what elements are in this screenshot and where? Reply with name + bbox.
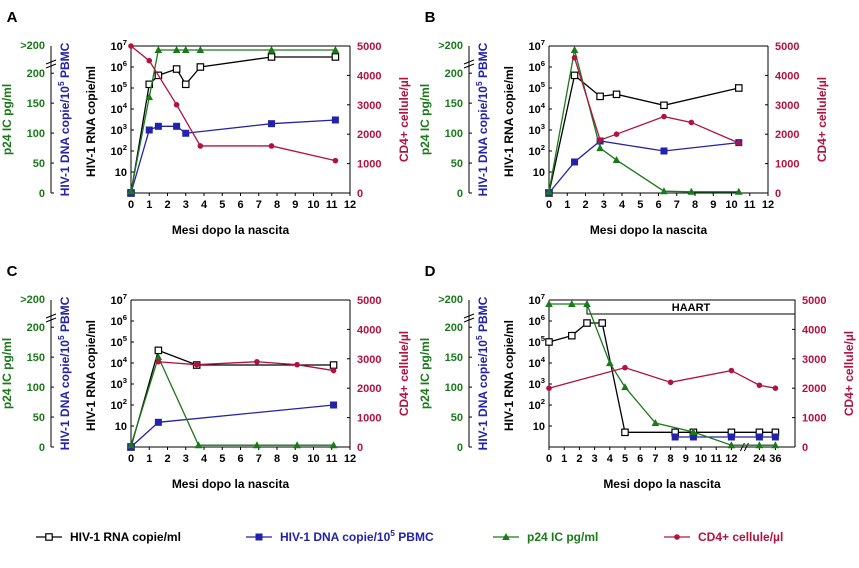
data-point-dna bbox=[155, 123, 161, 129]
data-point-dna bbox=[183, 130, 189, 136]
series-line-dna bbox=[131, 120, 335, 193]
legend-marker-rna bbox=[46, 534, 52, 540]
p24-tick-label: >200 bbox=[438, 294, 463, 306]
x-tick-label: 5 bbox=[637, 199, 644, 211]
p24-tick-label: 0 bbox=[38, 442, 45, 454]
x-tick-label: 11 bbox=[325, 453, 338, 465]
p24-tick-label: 200 bbox=[26, 322, 45, 335]
series-cd4 bbox=[572, 55, 742, 146]
legend bbox=[36, 528, 783, 544]
p24-tick-label: 200 bbox=[444, 68, 463, 81]
rna-tick-label: $10^6$ bbox=[528, 313, 545, 328]
legend-marker-cd4 bbox=[674, 534, 680, 540]
cd4-tick-label: 4000 bbox=[802, 324, 827, 337]
series-p24 bbox=[545, 46, 742, 195]
cd4-tick-label: 0 bbox=[357, 442, 364, 454]
x-axis-label: Mesi dopo la nascita bbox=[589, 223, 708, 237]
legend-label-cd4: CD4+ cellule/µl bbox=[698, 530, 784, 544]
rna-tick-label: $10^4$ bbox=[110, 355, 127, 370]
data-point-cd4 bbox=[546, 385, 552, 391]
data-point-cd4 bbox=[146, 58, 152, 64]
series-line-p24 bbox=[131, 50, 335, 191]
p24-tick-label: 150 bbox=[26, 352, 45, 365]
data-point-cd4 bbox=[572, 55, 578, 61]
legend-marker-dna bbox=[256, 534, 262, 540]
cd4-tick-label: 5000 bbox=[357, 41, 382, 53]
series-p24 bbox=[127, 353, 337, 448]
data-point-cd4 bbox=[254, 359, 260, 365]
x-tick-label: 2 bbox=[164, 453, 171, 465]
x-tick-label: 6 bbox=[237, 453, 244, 465]
p24-axis-title: p24 IC pg/ml bbox=[418, 83, 432, 156]
data-point-p24 bbox=[596, 144, 604, 151]
x-tick-label: 7 bbox=[255, 453, 262, 465]
x-tick-label: 2 bbox=[576, 453, 583, 465]
cd4-tick-label: 3000 bbox=[357, 353, 382, 366]
p24-tick-label: 200 bbox=[444, 322, 463, 335]
data-point-rna bbox=[584, 320, 590, 326]
panel-a bbox=[0, 9, 411, 237]
dna-axis-title: HIV-1 DNA copie/$10^5$ PBMC bbox=[56, 42, 72, 197]
series-line-p24 bbox=[549, 50, 739, 192]
data-point-cd4 bbox=[174, 102, 180, 108]
x-tick-label: 4 bbox=[200, 199, 208, 211]
series-cd4 bbox=[156, 359, 337, 373]
x-tick-label: 12 bbox=[725, 453, 738, 465]
rna-tick-label: $10^3$ bbox=[528, 376, 545, 391]
dna-axis-title: HIV-1 DNA copie/$10^5$ PBMC bbox=[56, 296, 72, 451]
rna-tick-label: $10^2$ bbox=[528, 397, 545, 412]
x-tick-label: 6 bbox=[237, 199, 244, 211]
cd4-tick-label: 5000 bbox=[357, 295, 382, 307]
rna-axis-title: HIV-1 RNA copie/ml bbox=[84, 66, 98, 177]
series-line-cd4 bbox=[158, 362, 333, 371]
data-point-cd4 bbox=[597, 137, 603, 143]
data-point-cd4 bbox=[668, 380, 674, 386]
series-dna bbox=[128, 117, 338, 196]
cd4-tick-label: 2000 bbox=[802, 383, 827, 396]
data-point-cd4 bbox=[622, 365, 628, 371]
rna-tick-label: $10^7$ bbox=[528, 38, 545, 53]
cd4-tick-label: 1000 bbox=[775, 158, 800, 171]
x-tick-label: 0 bbox=[127, 453, 135, 465]
dna-axis-title: HIV-1 DNA copie/$10^5$ PBMC bbox=[474, 296, 490, 451]
data-point-p24 bbox=[621, 383, 629, 390]
data-point-rna bbox=[546, 339, 552, 345]
data-point-cd4 bbox=[294, 362, 300, 368]
data-point-cd4 bbox=[194, 362, 200, 368]
rna-tick-label: $10^3$ bbox=[110, 122, 127, 137]
data-point-rna bbox=[613, 91, 619, 97]
data-point-rna bbox=[597, 93, 603, 99]
x-tick-label: 10 bbox=[307, 453, 320, 465]
data-point-rna bbox=[197, 64, 203, 70]
x-tick-label: 11 bbox=[743, 199, 756, 211]
dna-axis-title: HIV-1 DNA copie/$10^5$ PBMC bbox=[474, 42, 490, 197]
cd4-tick-label: 1000 bbox=[802, 412, 827, 425]
series-line-cd4 bbox=[575, 58, 739, 143]
p24-axis-title: p24 IC pg/ml bbox=[0, 83, 14, 156]
panel-b bbox=[418, 9, 829, 237]
rna-tick-label: $10^7$ bbox=[110, 38, 127, 53]
data-point-rna bbox=[569, 332, 575, 338]
x-tick-label: 4 bbox=[618, 199, 626, 211]
legend-label-dna: HIV-1 DNA copie/$10^5$ PBMC bbox=[280, 528, 434, 544]
x-tick-label: 9 bbox=[710, 199, 717, 211]
data-point-rna bbox=[661, 102, 667, 108]
cd4-axis-title: CD4+ cellule/µl bbox=[842, 330, 856, 417]
x-tick-label: 24 bbox=[753, 453, 766, 465]
data-point-dna bbox=[572, 159, 578, 165]
x-tick-label: 3 bbox=[591, 453, 598, 465]
series-line-cd4 bbox=[131, 46, 335, 161]
data-point-rna bbox=[571, 72, 577, 78]
rna-tick-label: $10^5$ bbox=[110, 80, 127, 95]
data-point-dna bbox=[331, 402, 337, 408]
series-line-rna bbox=[549, 75, 739, 193]
p24-tick-label: 100 bbox=[444, 382, 463, 395]
p24-tick-label: 50 bbox=[450, 158, 463, 171]
cd4-tick-label: 0 bbox=[775, 188, 782, 200]
series-cd4 bbox=[128, 43, 338, 163]
data-point-rna bbox=[173, 66, 179, 72]
cd4-tick-label: 3000 bbox=[357, 99, 382, 112]
rna-tick-label: 10 bbox=[114, 167, 127, 179]
data-point-cd4 bbox=[331, 368, 337, 374]
data-point-cd4 bbox=[773, 385, 779, 391]
panel-label: A bbox=[6, 9, 18, 26]
rna-tick-label: $10^4$ bbox=[528, 101, 545, 116]
x-tick-label: 7 bbox=[673, 199, 680, 211]
rna-tick-label: $10^4$ bbox=[528, 355, 545, 370]
p24-tick-label: 50 bbox=[450, 412, 463, 425]
x-tick-label: 2 bbox=[164, 199, 171, 211]
x-tick-label: 1 bbox=[146, 199, 153, 211]
series-line-p24 bbox=[549, 304, 775, 445]
cd4-tick-label: 0 bbox=[802, 442, 809, 454]
rna-tick-label: $10^5$ bbox=[528, 334, 545, 349]
x-tick-label: 3 bbox=[600, 199, 607, 211]
cd4-tick-label: 2000 bbox=[357, 129, 382, 142]
rna-tick-label: $10^3$ bbox=[528, 122, 545, 137]
panel-label: D bbox=[424, 263, 436, 280]
data-point-dna bbox=[672, 434, 678, 440]
x-tick-label: 36 bbox=[769, 453, 782, 465]
x-tick-label: 8 bbox=[667, 453, 674, 465]
series-line-dna bbox=[549, 141, 739, 193]
x-tick-label: 3 bbox=[182, 199, 189, 211]
data-point-rna bbox=[183, 81, 189, 87]
data-point-cd4 bbox=[736, 140, 742, 146]
cd4-tick-label: 4000 bbox=[357, 324, 382, 337]
panel-c bbox=[0, 263, 411, 491]
x-tick-label: 12 bbox=[343, 453, 357, 465]
x-tick-label: 3 bbox=[182, 453, 189, 465]
x-tick-label: 10 bbox=[725, 199, 738, 211]
p24-tick-label: 200 bbox=[26, 68, 45, 81]
cd4-tick-label: 4000 bbox=[775, 70, 800, 83]
data-point-dna bbox=[332, 117, 338, 123]
rna-tick-label: $10^7$ bbox=[528, 292, 545, 307]
x-axis-label: Mesi dopo la nascita bbox=[603, 477, 721, 491]
haart-label: HAART bbox=[671, 302, 711, 314]
rna-tick-label: $10^2$ bbox=[110, 397, 127, 412]
data-point-cd4 bbox=[269, 143, 275, 149]
x-tick-label: 7 bbox=[652, 453, 659, 465]
series-line-cd4 bbox=[549, 368, 775, 389]
x-tick-label: 9 bbox=[292, 199, 299, 211]
x-tick-label: 0 bbox=[545, 453, 553, 465]
data-point-cd4 bbox=[156, 359, 162, 365]
p24-tick-label: 0 bbox=[38, 188, 45, 200]
data-point-cd4 bbox=[128, 43, 134, 49]
series-p24 bbox=[545, 300, 779, 448]
data-point-cd4 bbox=[689, 120, 695, 126]
x-axis-label: Mesi dopo la nascita bbox=[171, 477, 290, 491]
p24-axis-title: p24 IC pg/ml bbox=[418, 337, 432, 410]
x-tick-label: 0 bbox=[127, 199, 135, 211]
x-tick-label: 0 bbox=[545, 199, 553, 211]
x-tick-label: 5 bbox=[621, 453, 629, 465]
x-tick-label: 6 bbox=[637, 453, 644, 465]
data-point-cd4 bbox=[333, 158, 339, 164]
data-point-cd4 bbox=[614, 131, 620, 137]
rna-axis-title: HIV-1 RNA copie/ml bbox=[502, 66, 516, 177]
rna-tick-label: $10^2$ bbox=[528, 143, 545, 158]
legend-label-rna: HIV-1 RNA copie/ml bbox=[70, 530, 181, 544]
p24-tick-label: 100 bbox=[26, 128, 45, 141]
rna-tick-label: 10 bbox=[114, 421, 127, 433]
data-point-cd4 bbox=[729, 368, 735, 374]
rna-tick-label: $10^6$ bbox=[110, 313, 127, 328]
rna-axis-title: HIV-1 RNA copie/ml bbox=[502, 320, 516, 431]
cd4-tick-label: 4000 bbox=[357, 70, 382, 83]
x-tick-label: 6 bbox=[655, 199, 662, 211]
x-tick-label: 8 bbox=[273, 453, 281, 465]
x-tick-label: 11 bbox=[325, 199, 338, 211]
cd4-axis-title: CD4+ cellule/µl bbox=[815, 76, 829, 163]
data-point-rna bbox=[599, 320, 605, 326]
p24-tick-label: >200 bbox=[20, 294, 45, 306]
cd4-tick-label: 3000 bbox=[775, 99, 800, 112]
cd4-tick-label: 1000 bbox=[357, 158, 382, 171]
rna-tick-label: $10^6$ bbox=[528, 59, 545, 74]
data-point-p24 bbox=[606, 359, 614, 366]
p24-tick-label: >200 bbox=[20, 40, 45, 52]
rna-tick-label: $10^4$ bbox=[110, 101, 127, 116]
data-point-cd4 bbox=[661, 114, 667, 120]
rna-tick-label: $10^3$ bbox=[110, 376, 127, 391]
p24-tick-label: 100 bbox=[26, 382, 45, 395]
x-tick-label: 10 bbox=[307, 199, 320, 211]
rna-axis-title: HIV-1 RNA copie/ml bbox=[84, 320, 98, 431]
x-tick-label: 9 bbox=[292, 453, 299, 465]
panel-label: B bbox=[424, 9, 436, 26]
p24-tick-label: 50 bbox=[32, 158, 45, 171]
data-point-dna bbox=[146, 127, 152, 133]
data-point-rna bbox=[332, 54, 338, 60]
data-point-dna bbox=[756, 434, 762, 440]
series-dna bbox=[546, 138, 742, 196]
x-tick-label: 1 bbox=[146, 453, 153, 465]
data-point-dna bbox=[772, 434, 778, 440]
panel-d bbox=[418, 263, 856, 491]
x-tick-label: 4 bbox=[200, 453, 208, 465]
series-line-dna bbox=[131, 405, 334, 447]
data-point-dna bbox=[269, 121, 275, 127]
data-point-cd4 bbox=[198, 143, 204, 149]
x-tick-label: 11 bbox=[710, 453, 723, 465]
cd4-tick-label: 2000 bbox=[357, 383, 382, 396]
cd4-tick-label: 0 bbox=[357, 188, 364, 200]
x-tick-label: 7 bbox=[255, 199, 262, 211]
x-tick-label: 2 bbox=[582, 199, 589, 211]
data-point-p24 bbox=[613, 156, 621, 163]
x-axis-label: Mesi dopo la nascita bbox=[171, 223, 290, 237]
series-dna bbox=[672, 434, 778, 440]
data-point-rna bbox=[736, 85, 742, 91]
data-point-p24 bbox=[571, 46, 579, 53]
cd4-tick-label: 1000 bbox=[357, 412, 382, 425]
p24-tick-label: 0 bbox=[456, 442, 463, 454]
data-point-dna bbox=[728, 434, 734, 440]
x-tick-label: 12 bbox=[761, 199, 775, 211]
p24-tick-label: 50 bbox=[32, 412, 45, 425]
p24-tick-label: 150 bbox=[26, 98, 45, 111]
cd4-tick-label: 5000 bbox=[802, 295, 827, 307]
panel-label: C bbox=[6, 263, 18, 280]
x-tick-label: 8 bbox=[691, 199, 699, 211]
cd4-axis-title: CD4+ cellule/µl bbox=[397, 330, 411, 417]
x-tick-label: 1 bbox=[564, 199, 571, 211]
x-tick-label: 5 bbox=[219, 199, 226, 211]
rna-tick-label: $10^5$ bbox=[110, 334, 127, 349]
cd4-tick-label: 2000 bbox=[775, 129, 800, 142]
p24-tick-label: 100 bbox=[444, 128, 463, 141]
series-dna bbox=[128, 402, 337, 450]
cd4-tick-label: 5000 bbox=[775, 41, 800, 53]
x-tick-label: 8 bbox=[273, 199, 281, 211]
series-p24 bbox=[127, 46, 339, 194]
rna-tick-label: $10^6$ bbox=[110, 59, 127, 74]
cd4-tick-label: 3000 bbox=[802, 353, 827, 366]
x-tick-label: 10 bbox=[694, 453, 708, 465]
x-tick-label: 5 bbox=[219, 453, 226, 465]
x-tick-label: 9 bbox=[682, 453, 689, 465]
data-point-dna bbox=[661, 148, 667, 154]
data-point-rna bbox=[155, 347, 161, 353]
p24-tick-label: 0 bbox=[456, 188, 463, 200]
data-point-dna bbox=[174, 123, 180, 129]
p24-tick-label: >200 bbox=[438, 40, 463, 52]
rna-tick-label: 10 bbox=[532, 167, 545, 179]
p24-tick-label: 150 bbox=[444, 98, 463, 111]
data-point-cd4 bbox=[757, 382, 763, 388]
data-point-rna bbox=[622, 429, 628, 435]
rna-tick-label: $10^7$ bbox=[110, 292, 127, 307]
cd4-axis-title: CD4+ cellule/µl bbox=[397, 76, 411, 163]
series-cd4 bbox=[546, 365, 778, 391]
rna-tick-label: $10^5$ bbox=[528, 80, 545, 95]
x-tick-label: 1 bbox=[561, 453, 568, 465]
legend-label-p24: p24 IC pg/ml bbox=[527, 530, 599, 544]
x-tick-label: 4 bbox=[606, 453, 613, 465]
p24-tick-label: 150 bbox=[444, 352, 463, 365]
series-line-p24 bbox=[131, 357, 334, 445]
p24-axis-title: p24 IC pg/ml bbox=[0, 337, 14, 410]
rna-tick-label: 10 bbox=[532, 421, 545, 433]
data-point-dna bbox=[155, 419, 161, 425]
rna-tick-label: $10^2$ bbox=[110, 143, 127, 158]
x-tick-label: 12 bbox=[343, 199, 357, 211]
data-point-rna bbox=[330, 362, 336, 368]
series-line-rna bbox=[549, 323, 775, 432]
data-point-rna bbox=[268, 54, 274, 60]
